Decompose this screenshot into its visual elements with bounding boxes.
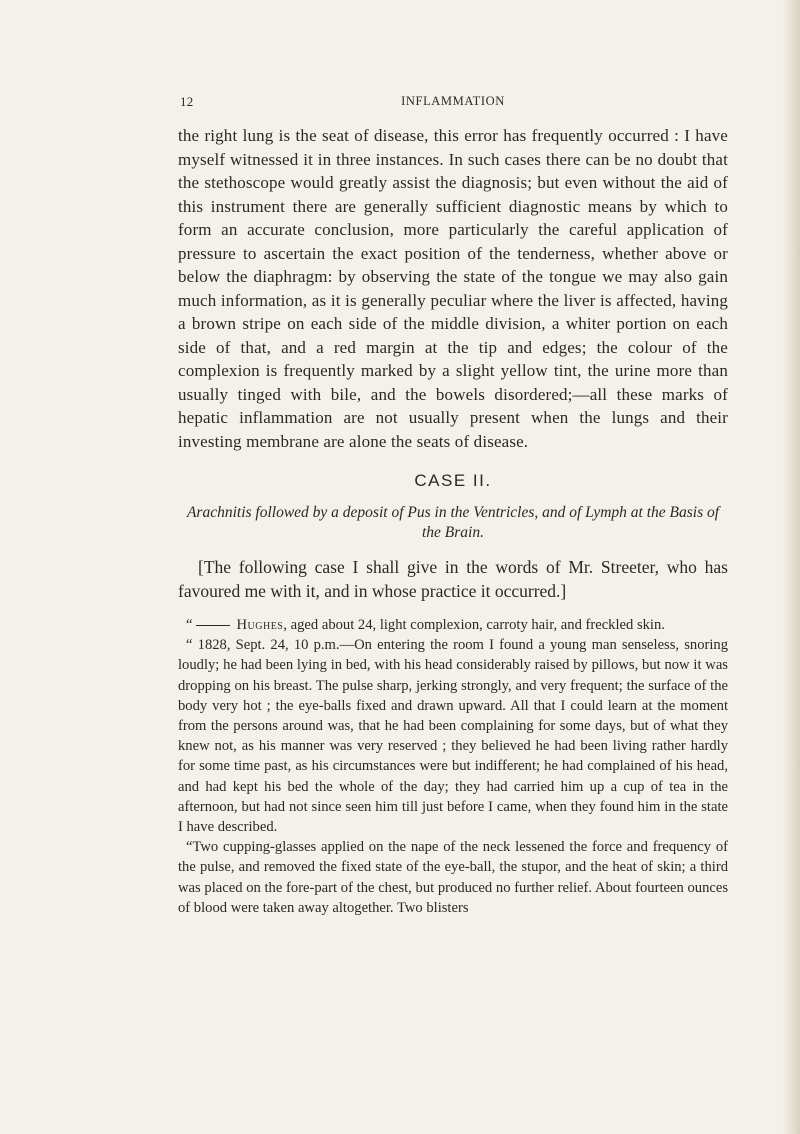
running-title: INFLAMMATION <box>401 94 505 108</box>
open-quote: “ <box>186 617 193 633</box>
book-page <box>178 94 728 918</box>
patient-name: Hughes <box>236 617 284 633</box>
running-head <box>178 94 728 114</box>
body-text <box>178 124 728 453</box>
page-number: 12 <box>180 94 194 109</box>
name-dash <box>196 625 230 626</box>
case-intro-note: [The following case I shall give in the words of Mr. Streeter, who has favoured me with it, and in whose practice it occurred.] <box>178 557 728 601</box>
case-heading: CASE II. <box>414 471 492 490</box>
letter-opening-line <box>178 615 728 635</box>
letter-paragraph: “Two cupping-glasses applied on the nape of the neck lessened the force and frequency of the pulse, and removed the fixed state of the eye-ball, the stupor, and the heat of skin; a third was placed on the fore-part of the chest, but produced no further relief. About fourteen ounces of blood were taken away altogether. Two blisters <box>178 839 728 916</box>
page-edge-shadow <box>782 0 800 1134</box>
opening-line-rest: , aged about 24, light complexion, carroty hair, and freckled skin. <box>283 617 665 633</box>
letter-paragraph: “ 1828, Sept. 24, 10 p.m.—On entering the room I found a young man senseless, snoring loudly; he had been lying in bed, with his head considerably raised by pillows, but now it was dropping on his breast. The pulse sharp, jerking strongly, and very frequent; the surface of the body very hot ; the eye-balls fixed and drawn upward. All that I could learn at the moment from the persons around was, that he had been complaining for some days, but of what they knew not, as his manner was very reserved ; they believed he had been living rather hardly for some time past, as his circumstances were but indifferent; he had complained of his head, and had kept his bed the whole of the day; they had carried him up a cup of tea in the afternoon, but had not since seen him till just before I came, when they found him in the state I have described. <box>178 637 728 836</box>
case-letter <box>178 615 728 918</box>
case-subtitle: Arachnitis followed by a deposit of Pus in the Ventricles, and of Lymph at the Basis of the Brain. <box>186 504 720 541</box>
body-paragraph: the right lung is the seat of disease, this error has frequently occurred : I have myself witnessed it in three instances. In such cases there can be no doubt that the stethoscope would greatly assist the diagnosis; but even without the aid of this instrument there are generally sufficient diagnostic means by which to form an accurate conclusion, more particularly the careful application of pressure to ascertain the exact position of the tenderness, whether above or below the diaphragm: by observing the state of the tongue we may also gain much information, as it is generally peculiar where the liver is affected, having a brown stripe on each side of the middle division, a whiter portion on each side of that, and a red margin at the tip and edges; the colour of the complexion is frequently marked by a slight yellow tint, the urine more than usually tinged with bile, and the bowels disordered;—all these marks of hepatic inflammation are not usually present when the lungs and their investing membrane are alone the seats of disease. <box>178 126 728 451</box>
